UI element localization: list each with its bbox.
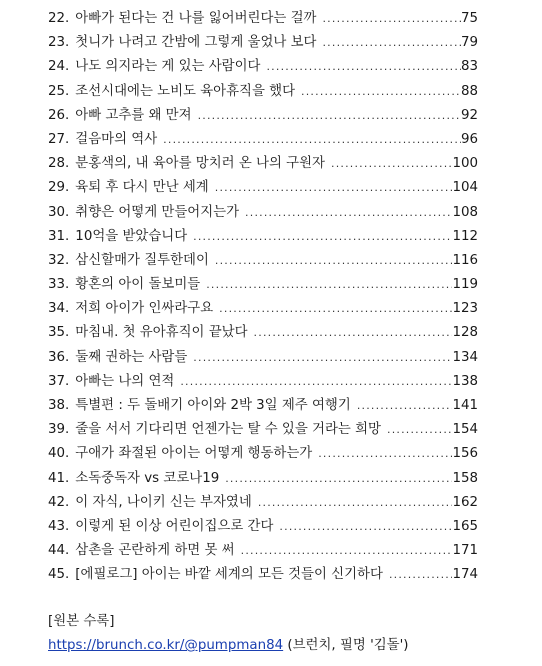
toc-entry-page: 75 — [460, 11, 478, 26]
toc-leader-dots — [387, 418, 452, 442]
toc-entry — [48, 201, 478, 225]
toc-entry-page: 141 — [452, 398, 478, 413]
toc-entry — [48, 321, 478, 345]
toc-entry-number: 45. — [48, 567, 70, 583]
table-of-contents — [48, 7, 478, 588]
toc-entry-page: 138 — [452, 373, 478, 389]
toc-entry-page: 174 — [452, 567, 478, 583]
toc-entry-title: 줄을 서서 기다리면 언젠가는 탈 수 있을 거라는 희망 — [75, 422, 381, 438]
toc-entry-number: 42. — [48, 494, 70, 510]
toc-entry — [48, 152, 478, 176]
toc-leader-dots — [241, 539, 453, 563]
toc-entry-page: 128 — [452, 325, 478, 341]
toc-entry-title: 취향은 어떻게 만들어지는가 — [75, 204, 240, 220]
toc-entry-page: 165 — [452, 518, 478, 534]
toc-entry-page: 158 — [452, 470, 478, 486]
toc-entry-title: 육퇴 후 다시 만난 세계 — [75, 180, 209, 196]
toc-entry-number: 23. — [48, 35, 70, 51]
toc-entry-title: 특별편 : 두 돌배기 아이와 2박 3일 제주 여행기 — [75, 398, 351, 413]
toc-entry-title: 삼신할매가 질투한데이 — [75, 252, 209, 268]
toc-entry-page: 92 — [460, 107, 478, 123]
toc-entry-page: 104 — [452, 180, 478, 196]
toc-entry-number: 34. — [48, 301, 70, 317]
toc-entry — [48, 225, 478, 249]
toc-entry — [48, 418, 478, 442]
toc-entry-page: 119 — [452, 277, 478, 293]
toc-leader-dots — [254, 321, 453, 345]
toc-entry-title: 소독중독자 vs 코로나19 — [75, 470, 220, 486]
toc-entry-number: 38. — [48, 398, 70, 413]
toc-entry-title: 이렇게 된 이상 어린이집으로 간다 — [75, 518, 274, 534]
toc-entry-page: 123 — [452, 301, 478, 317]
toc-entry-page: 83 — [460, 59, 478, 75]
toc-entry-page: 79 — [460, 35, 478, 51]
toc-entry — [48, 273, 478, 297]
toc-entry-title: 구애가 좌절된 아이는 어떻게 행동하는가 — [75, 446, 313, 462]
toc-entry-number: 32. — [48, 252, 70, 268]
toc-entry — [48, 394, 478, 418]
toc-leader-dots — [258, 491, 453, 515]
toc-entry-title: 10억을 받았습니다 — [75, 228, 188, 244]
toc-entry-number: 33. — [48, 277, 70, 293]
toc-entry-number: 37. — [48, 373, 70, 389]
toc-entry-number: 41. — [48, 470, 70, 486]
toc-leader-dots — [301, 80, 461, 104]
toc-entry-title: 첫니가 나려고 간밤에 그렇게 울었나 보다 — [75, 35, 317, 51]
toc-entry-title: 아빠 고추를 왜 만져 — [75, 107, 192, 123]
toc-entry-number: 28. — [48, 156, 70, 172]
toc-entry-title: 삼촌을 곤란하게 하면 못 써 — [75, 543, 235, 559]
toc-entry-title: 이 자식, 나이키 신는 부자였네 — [75, 494, 252, 510]
toc-entry-title: 저희 아이가 인싸라구요 — [75, 301, 214, 317]
toc-entry-page: 100 — [452, 156, 478, 172]
toc-entry — [48, 297, 478, 321]
toc-entry-page: 134 — [452, 349, 478, 365]
toc-leader-dots — [215, 249, 453, 273]
toc-entry-title: [에필로그] 아이는 바깥 세계의 모든 것들이 신기하다 — [75, 567, 383, 583]
toc-leader-dots — [215, 176, 453, 200]
toc-entry-number: 44. — [48, 543, 70, 559]
toc-entry — [48, 7, 478, 31]
toc-entry-page: 171 — [452, 543, 478, 559]
toc-entry-title: 분홍색의, 내 육아를 망치러 온 나의 구원자 — [75, 156, 325, 172]
toc-entry — [48, 104, 478, 128]
toc-leader-dots — [163, 128, 461, 152]
toc-entry-title: 둘째 권하는 사람들 — [75, 349, 188, 365]
toc-entry-number: 26. — [48, 107, 70, 123]
toc-entry-number: 36. — [48, 349, 70, 365]
toc-entry — [48, 442, 478, 466]
toc-entry-page: 108 — [452, 204, 478, 220]
toc-entry — [48, 467, 478, 491]
toc-entry-number: 24. — [48, 59, 70, 75]
toc-entry-number: 25. — [48, 83, 70, 99]
toc-leader-dots — [245, 201, 452, 225]
toc-leader-dots — [193, 225, 452, 249]
toc-entry-page: 162 — [452, 494, 478, 510]
source-link[interactable]: https://brunch.co.kr/@pumpman84 — [48, 638, 284, 653]
source-note: (브런치, 필명 '김돌') — [283, 638, 409, 653]
toc-entry-title: 황혼의 아이 돌보미들 — [75, 277, 201, 293]
toc-entry — [48, 80, 478, 104]
toc-leader-dots — [219, 297, 452, 321]
toc-leader-dots — [357, 394, 453, 418]
toc-entry-page: 88 — [460, 83, 478, 99]
toc-entry — [48, 31, 478, 55]
toc-entry-title: 마침내. 첫 유아휴직이 끝났다 — [75, 325, 248, 341]
toc-entry-page: 96 — [460, 131, 478, 147]
source-section — [48, 610, 409, 658]
toc-entry-title: 아빠는 나의 연적 — [75, 373, 175, 389]
toc-entry — [48, 128, 478, 152]
toc-entry-title: 조선시대에는 노비도 육아휴직을 했다 — [75, 83, 296, 99]
toc-entry-number: 30. — [48, 204, 70, 220]
toc-leader-dots — [331, 152, 452, 176]
toc-entry-title: 걸음마의 역사 — [75, 131, 158, 147]
toc-entry-page: 112 — [452, 228, 478, 244]
toc-entry-number: 27. — [48, 131, 70, 147]
toc-entry-number: 29. — [48, 180, 70, 196]
toc-entry — [48, 176, 478, 200]
toc-entry-page: 156 — [452, 446, 478, 462]
toc-entry — [48, 491, 478, 515]
toc-leader-dots — [180, 370, 452, 394]
toc-leader-dots — [225, 467, 452, 491]
toc-entry-page: 116 — [452, 252, 478, 268]
toc-entry-number: 40. — [48, 446, 70, 462]
toc-leader-dots — [322, 7, 460, 31]
toc-entry-title: 나도 의지라는 게 있는 사람이다 — [75, 59, 261, 75]
toc-entry-title: 아빠가 된다는 건 나를 잃어버린다는 걸까 — [75, 11, 317, 26]
source-heading: [원본 수록] — [48, 614, 115, 629]
toc-leader-dots — [206, 273, 452, 297]
toc-entry — [48, 539, 478, 563]
toc-entry — [48, 370, 478, 394]
source-line — [48, 634, 409, 658]
toc-leader-dots — [266, 55, 460, 79]
toc-entry-number: 22. — [48, 11, 70, 26]
toc-leader-dots — [318, 442, 452, 466]
toc-entry — [48, 346, 478, 370]
toc-leader-dots — [279, 515, 452, 539]
toc-leader-dots — [389, 563, 453, 587]
toc-entry — [48, 55, 478, 79]
toc-entry — [48, 515, 478, 539]
toc-leader-dots — [198, 104, 461, 128]
toc-entry-number: 43. — [48, 518, 70, 534]
toc-entry — [48, 563, 478, 587]
toc-entry-page: 154 — [452, 422, 478, 438]
toc-entry-number: 39. — [48, 422, 70, 438]
toc-leader-dots — [193, 346, 452, 370]
toc-entry-number: 35. — [48, 325, 70, 341]
toc-leader-dots — [322, 31, 460, 55]
toc-entry-number: 31. — [48, 228, 70, 244]
toc-entry — [48, 249, 478, 273]
